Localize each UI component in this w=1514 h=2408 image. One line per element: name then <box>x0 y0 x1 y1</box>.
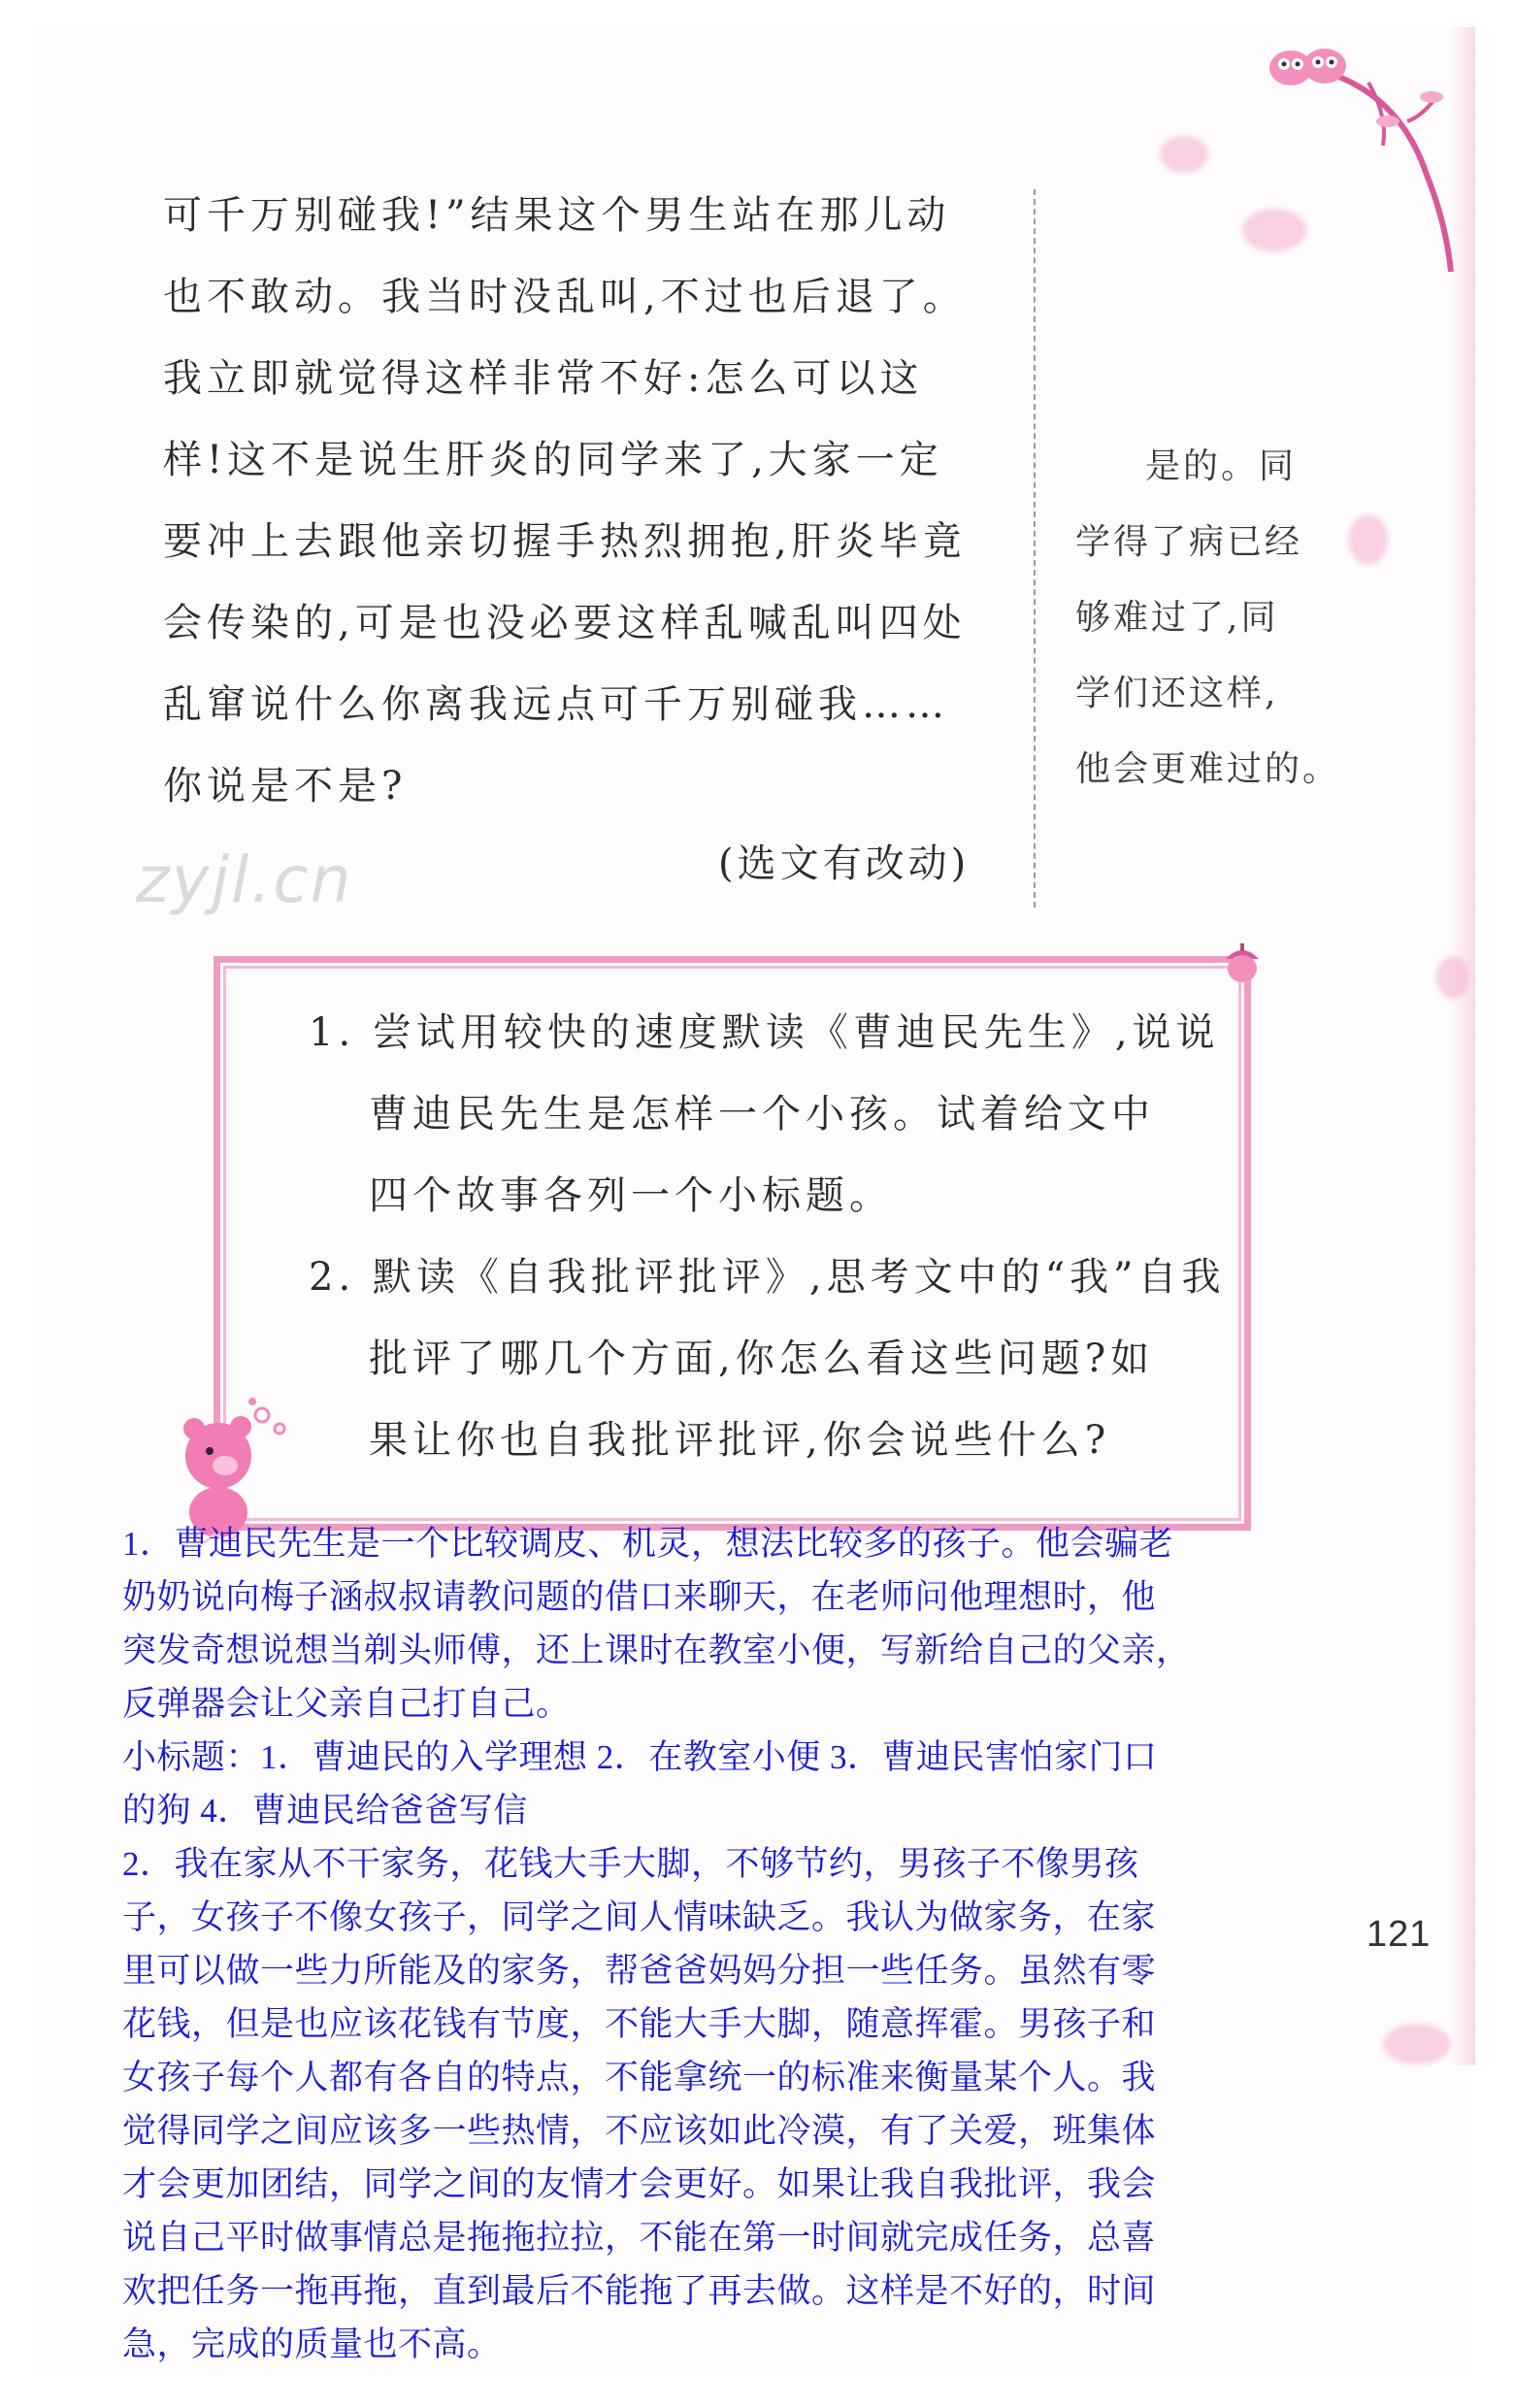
answer-line: 才会更加团结，同学之间的友情才会更好。如果让我自我批评，我会 <box>122 2165 1157 2203</box>
answer-line: 觉得同学之间应该多一些热情，不应该如此冷漠，有了关爱，班集体 <box>122 2112 1157 2150</box>
passage-line: 我立即就觉得这样非常不好:怎么可以这 <box>163 356 924 401</box>
exercise-line: 2. 默读《自我批评批评》,思考文中的“我”自我 <box>309 1255 1226 1300</box>
decorative-petal <box>1436 956 1469 999</box>
watermark: zyjl.cn <box>136 842 353 917</box>
decorative-petal <box>1383 2024 1451 2064</box>
answer-line: 欢把任务一拖再拖，直到最后不能拖了再去做。这样是不好的，时间 <box>122 2272 1157 2310</box>
answer-line: 子，女孩子不像女孩子，同学之间人情味缺乏。我认为做家务，在家 <box>122 1898 1157 1936</box>
exercise-line: 四个故事各列一个小标题。 <box>369 1173 893 1218</box>
answer-line: 的狗 4．曹迪民给爸爸写信 <box>122 1792 528 1830</box>
margin-comment-line: 学得了病已经 <box>1075 522 1303 562</box>
answer-line: 2．我在家从不干家务，花钱大手大脚，不够节约，男孩子不像男孩 <box>122 1845 1139 1883</box>
answer-line: 急，完成的质量也不高。 <box>122 2326 502 2363</box>
answer-line: 奶奶说向梅子涵叔叔请教问题的借口来聊天，在老师问他理想时，他 <box>122 1578 1157 1616</box>
exercise-list <box>309 992 1231 1481</box>
exercise-line: 1. 尝试用较快的速度默读《曹迪民先生》,说说 <box>309 1010 1220 1055</box>
answer-line: 突发奇想说想当剃头师傅，还上课时在教室小便，写新给自己的父亲， <box>122 1632 1191 1669</box>
decorative-pink-edge <box>1450 27 1475 2065</box>
owls-on-branch-icon <box>1252 29 1475 281</box>
passage-line: 可千万别碰我!”结果这个男生站在那儿动 <box>163 193 951 238</box>
acorn-icon <box>1218 940 1267 988</box>
exercise-line: 批评了哪几个方面,你怎么看这些问题?如 <box>369 1336 1155 1381</box>
exercise-line: 果让你也自我批评批评,你会说些什么? <box>369 1418 1111 1463</box>
page-number: 121 <box>1366 1914 1432 1955</box>
answer-text <box>122 1517 1277 2371</box>
passage-line: 乱窜说什么你离我远点可千万别碰我…… <box>163 682 949 727</box>
decorative-petal <box>1349 514 1388 565</box>
margin-comment-line: 够难过了,同 <box>1075 598 1279 638</box>
exercise-line: 曹迪民先生是怎样一个小孩。试着给文中 <box>369 1092 1155 1137</box>
passage-source-note: (选文有改动) <box>718 841 971 886</box>
answer-line: 反弹器会让父亲自己打自己。 <box>122 1685 571 1723</box>
margin-comment-line: 学们还这样, <box>1075 674 1279 713</box>
margin-comment-line: 是的。同 <box>1145 446 1298 486</box>
answer-line: 1．曹迪民先生是一个比较调皮、机灵，想法比较多的孩子。他会骗老 <box>122 1525 1174 1563</box>
passage-line: 要冲上去跟他亲切握手热烈拥抱,肝炎毕竟 <box>163 519 967 564</box>
margin-comment-line: 他会更难过的。 <box>1075 749 1341 789</box>
passage-line: 也不敢动。我当时没乱叫,不过也后退了。 <box>163 275 967 319</box>
answer-line: 说自己平时做事情总是拖拖拉拉，不能在第一时间就完成任务，总喜 <box>122 2219 1157 2257</box>
margin-comment <box>1075 429 1341 808</box>
reading-passage <box>163 175 1017 827</box>
margin-divider <box>1034 189 1036 907</box>
passage-line: 你说是不是? <box>163 764 408 808</box>
answer-line: 小标题：1．曹迪民的入学理想 2．在教室小便 3．曹迪民害怕家门口 <box>122 1738 1158 1776</box>
passage-line: 会传染的,可是也没必要这样乱喊乱叫四处 <box>163 601 967 645</box>
answer-line: 里可以做一些力所能及的家务，帮爸爸妈妈分担一些任务。虽然有零 <box>122 1952 1157 1990</box>
answer-line: 女孩子每个人都有各自的特点，不能拿统一的标准来衡量某个人。我 <box>122 2059 1157 2096</box>
passage-line: 样!这不是说生肝炎的同学来了,大家一定 <box>163 438 943 482</box>
answer-line: 花钱，但是也应该花钱有节度，不能大手大脚，随意挥霍。男孩子和 <box>122 2005 1157 2043</box>
decorative-petal <box>1160 136 1208 173</box>
